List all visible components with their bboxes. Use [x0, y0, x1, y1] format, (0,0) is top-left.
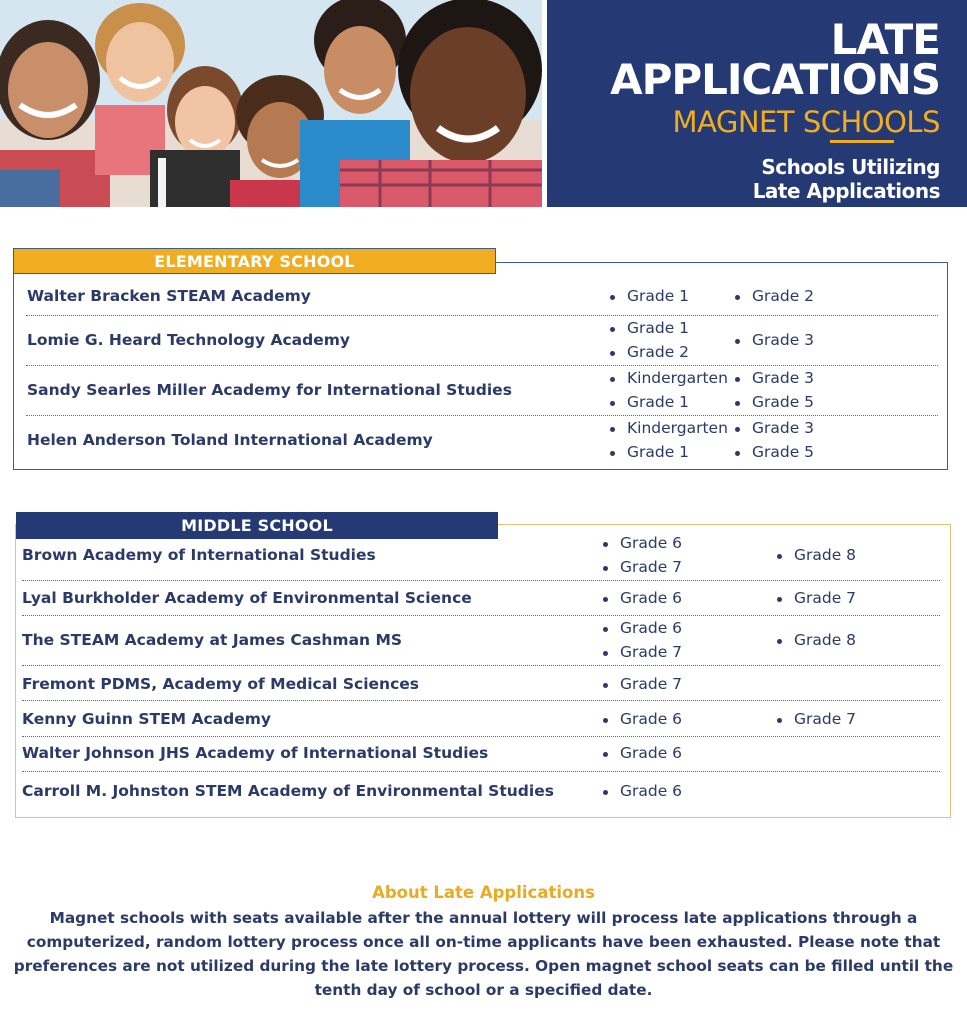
- children-photo-illustration: [0, 0, 542, 207]
- grade-item: Kindergarten: [627, 419, 728, 437]
- grade-item: Grade 7: [794, 589, 857, 607]
- grade-item: Grade 7: [794, 710, 857, 728]
- middle-school-name: Fremont PDMS, Academy of Medical Sciences: [22, 675, 420, 693]
- about-body: Magnet schools with seats available after the annual lottery will process late applications through a computerized, random lottery process once all on-time applicants have been exhausted. Please note that preferences are not utilized during the late lottery process. Open magnet school seats can be filled until the tenth day of school or a specified date.: [13, 909, 954, 999]
- row-divider: [22, 580, 940, 581]
- elementary-school-name: Walter Bracken STEAM Academy: [27, 287, 311, 305]
- grade-item: Grade 7: [620, 643, 683, 661]
- grade-item: Grade 3: [752, 369, 815, 387]
- grade-item: Grade 6: [620, 782, 683, 800]
- grade-item: Grade 1: [627, 287, 690, 305]
- row-divider: [26, 315, 938, 316]
- banner-note-line-1: Schools Utilizing: [761, 155, 940, 179]
- row-divider: [22, 700, 940, 701]
- grade-item: Grade 6: [620, 534, 683, 552]
- grade-item: Grade 3: [752, 419, 815, 437]
- grade-item: Grade 5: [752, 393, 815, 411]
- grade-item: Grade 2: [627, 343, 690, 361]
- grade-item: Grade 6: [620, 589, 683, 607]
- about-title: About Late Applications: [372, 883, 595, 902]
- middle-school-name: Carroll M. Johnston STEM Academy of Environmental Studies: [22, 782, 554, 800]
- row-divider: [22, 665, 940, 666]
- grade-item: Grade 6: [620, 710, 683, 728]
- grade-item: Grade 2: [752, 287, 815, 305]
- middle-school-name: Lyal Burkholder Academy of Environmental Science: [22, 589, 472, 607]
- middle-school-section: [15, 524, 951, 818]
- middle-school-label: MIDDLE SCHOOL: [16, 512, 498, 539]
- children-photo: [0, 0, 542, 207]
- middle-school-name: Walter Johnson JHS Academy of International Studies: [22, 744, 489, 762]
- row-divider: [26, 415, 938, 416]
- grade-item: Grade 5: [752, 443, 815, 461]
- grade-item: Grade 7: [620, 675, 683, 693]
- grade-item: Grade 1: [627, 393, 690, 411]
- header-banner: [547, 0, 967, 207]
- row-divider: [22, 771, 940, 772]
- row-divider: [22, 736, 940, 737]
- banner-note: [680, 155, 940, 203]
- grade-item: Grade 3: [752, 331, 815, 349]
- grade-item: Grade 8: [794, 546, 857, 564]
- middle-school-name: The STEAM Academy at James Cashman MS: [22, 631, 403, 649]
- grade-item: Grade 7: [620, 558, 683, 576]
- grade-item: Grade 1: [627, 443, 690, 461]
- middle-school-name: Brown Academy of International Studies: [22, 546, 376, 564]
- grade-item: Grade 8: [794, 631, 857, 649]
- elementary-school-name: Lomie G. Heard Technology Academy: [27, 331, 350, 349]
- subtitle-divider: [830, 140, 894, 143]
- elementary-school-name: Helen Anderson Toland International Academy: [27, 431, 433, 449]
- grade-item: Grade 1: [627, 319, 690, 337]
- title-line-2: APPLICATIONS: [610, 55, 940, 104]
- grade-item: Kindergarten: [627, 369, 728, 387]
- title-line-1: LATE: [830, 15, 940, 64]
- elementary-school-label: ELEMENTARY SCHOOL: [13, 248, 496, 274]
- subtitle: MAGNET SCHOOLS: [672, 105, 940, 139]
- grade-item: Grade 6: [620, 744, 683, 762]
- grade-item: Grade 6: [620, 619, 683, 637]
- row-divider: [26, 365, 938, 366]
- banner-note-line-2: Late Applications: [752, 179, 940, 203]
- middle-school-name: Kenny Guinn STEM Academy: [22, 710, 272, 728]
- row-divider: [22, 615, 940, 616]
- elementary-school-name: Sandy Searles Miller Academy for International Studies: [27, 381, 512, 399]
